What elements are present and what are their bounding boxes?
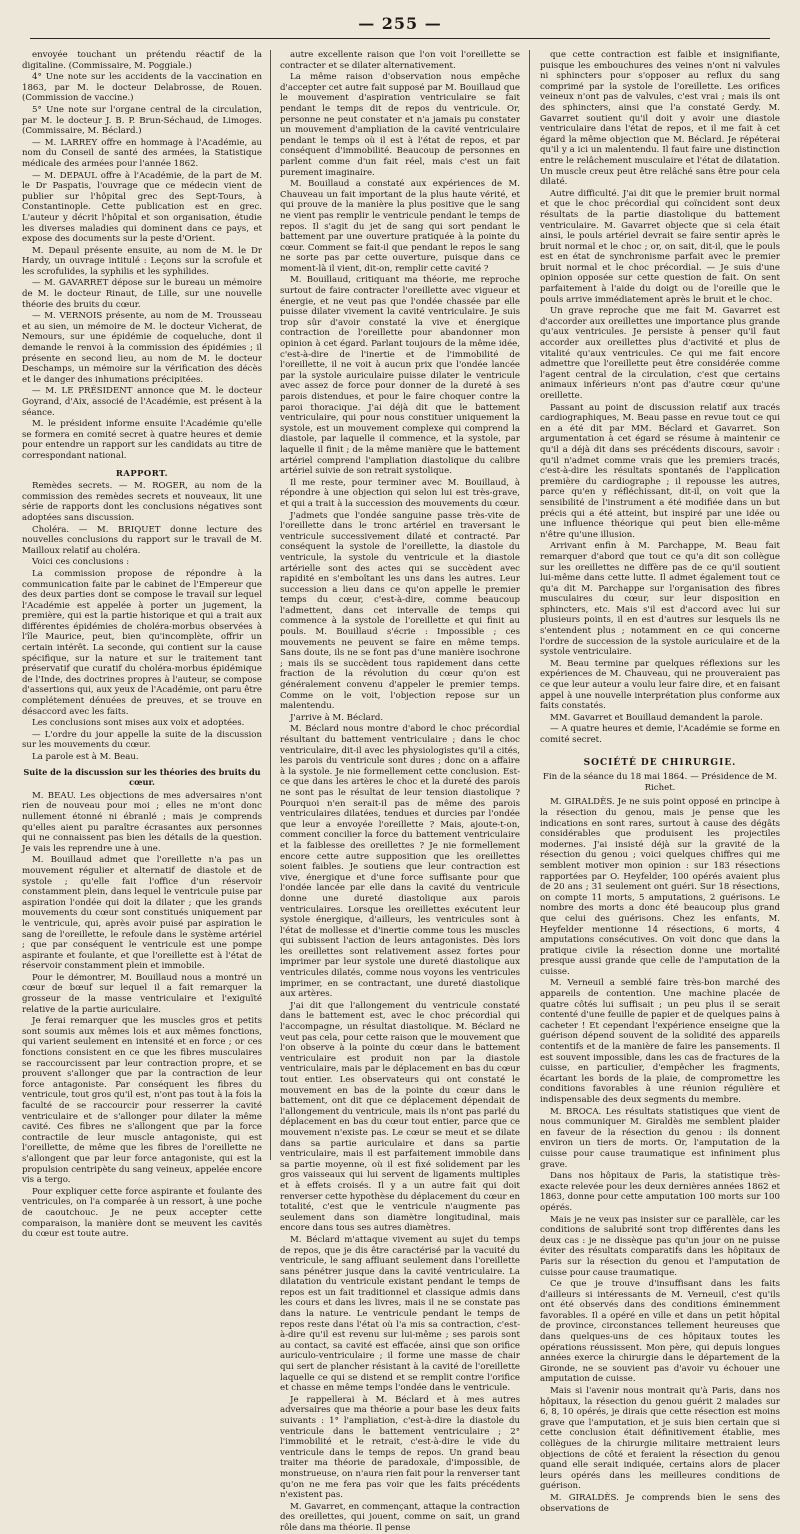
paragraph: M. GIRALDÈS. Je ne suis point opposé en principe à la résection du genou, mais je pense que les indications en sont rares, surtout à cause des dégâts considérables que produisent les projectiles modernes. J'ai insisté déjà sur la gravité de la résection du genou ; voici quelques chiffres qui me semblent motiver mon opinion : sur 183 résections rapportées par O. Heyfelder, 100 opérés avaient plus de 20 ans ; 31 seulement ont guéri. Sur 18 résections, on compte 11 morts, 5 amputations, 2 guérisons. Le nombre des morts a donc été beaucoup plus grand que celui des guérisons. Chez les enfants, M. Heyfelder mentionne 14 résections, 6 morts, 4 amputations consécutives. On voit donc que dans la pratique civile la résection donne une mortalité presque aussi grande que celle de l'amputation de la cuisse. [540,797,780,977]
paragraph: M. BROCA. Les résultats statistiques que vient de nous communiquer M. Giraldès me semblent plaider en faveur de la résection du genou : ils donnent environ un tiers de morts. Or, l'amputation de la cuisse pour cause traumatique est infiniment plus grave. [540,1106,780,1170]
paragraph: autre excellente raison que l'on voit l'oreillette se contracter et se dilater alternativement. [280,50,520,71]
paragraph: M. Beau termine par quelques réflexions sur les expériences de M. Chauveau, qui ne prouveraient pas ce que leur auteur a voulu leur faire dire, et en faisant appel à une nouvelle interprétation plus conforme aux faits constatés. [540,658,780,712]
paragraph: — A quatre heures et demie, l'Académie se forme en comité secret. [540,724,780,745]
page-header [30,14,770,39]
paragraph: La commission propose de répondre à la communication faite par le cabinet de l'Empereur que des deux parties dont se compose le travail sur lequel l'Académie est appelée à porter un jugement, la première, qui est la partie historique et qui a trait aux différentes épidémies de choléra-morbus observées à l'île Maurice, peut, bien qu'incomplète, offrir un certain intérêt. La seconde, qui contient sur la cause spécifique, sur la nature et sur le traitement tant préservatif que curatif du choléra-morbus épidémique de l'Inde, des doctrines propres à l'auteur, se compose d'assertions qui, aux yeux de l'Académie, ont paru être complétement dénuées de preuves, et se trouve en désaccord avec les faits. [22,568,262,717]
column-divider [529,50,530,1160]
paragraph: — M. VERNOIS présente, au nom de M. Trousseau et au sien, un mémoire de M. le docteur Vicherat, de Nemours, sur une épidémie de coqueluche, dont il demande le renvoi à la commission des épidémies ; il présente en second lieu, au nom de M. le docteur Deschamps, un mémoire sur la vérification des décès et le danger des inhumations précipitées. [22,311,262,385]
paragraph: 4° Une note sur les accidents de la vaccination en 1863, par M. le docteur Delabrosse, de Rouen. (Commission de vaccine.) [22,72,262,104]
paragraph: — M. LE PRÉSIDENT annonce que M. le docteur Goyrand, d'Aix, associé de l'Académie, est présent à la séance. [22,386,262,418]
paragraph: Un grave reproche que me fait M. Gavarret est d'accorder aux oreillettes une importance plus grande qu'aux ventricules. Je persiste à penser qu'il faut accorder aux oreillettes plus d'activité et plus de vitalité qu'aux ventricules. Ce qui me fait encore admettre que l'oreillette peut être considérée comme l'agent central de la circulation, c'est que certains animaux inférieurs n'ont pas d'autre cœur qu'une oreillette. [540,306,780,401]
paragraph: M. le président informe ensuite l'Académie qu'elle se formera en comité secret à quatre heures et demie pour entendre un rapport sur les candidats au titre de correspondant national. [22,419,262,461]
paragraph: M. Gavarret, en commençant, attaque la contraction des oreillettes, qui jouent, comme on sait, un grand rôle dans ma théorie. Il pense [280,1501,520,1533]
society-title: SOCIÉTÉ DE CHIRURGIE. [583,757,737,768]
paragraph: Arrivant enfin à M. Parchappe, M. Beau fait remarquer d'abord que tout ce qu'a dit son collègue sur les oreillettes ne diffère pas de ce qu'il soutient lui-même dans cette lutte. Il admet également tout ce qu'a dit M. Parchappe sur l'organisation des fibres musculaires du cœur, sur leur disposition en sphincters, etc. Mais s'il est d'accord avec lui sur plusieurs points, il en est d'autres sur lesquels ils ne s'entendent plus ; notamment en ce qui concerne l'ordre de succession de la systole auriculaire et de la systole ventriculaire. [540,541,780,658]
paragraph: M. BEAU. Les objections de mes adversaires n'ont rien de nouveau pour moi ; elles ne m'ont donc nullement étonné ni ébranlé ; mais je comprends qu'elles aient pu paraître écrasantes aux personnes qui ne connaissent pas bien les détails de la question. Je vais les reprendre une à une. [22,790,262,854]
paragraph: J'ai dit que l'allongement du ventricule constaté dans le battement est, avec le choc précordial qui l'accompagne, un résultat diastolique. M. Béclard ne veut pas cela, pour cette raison que le mouvement que l'on observe à la pointe du cœur dans le battement ventriculaire est produit non par la diastole ventriculaire, mais par le déplacement en bas du cœur tout entier. Les observateurs qui ont constaté le mouvement en bas de la pointe du cœur dans le battement, ont dit que ce déplacement dépendait de l'allongement du ventricule, mais ils n'ont pas parlé du déplacement en bas du cœur tout entier, parce que ce mouvement n'existe pas. Le cœur se meut et se dilate dans sa partie auriculaire et dans sa partie ventriculaire, mais il est parfaitement immobile dans sa partie moyenne, où il est fixé solidement par les gros vaisseaux qui lui servent de ligaments multiples et à effets croisés. Il y a un autre fait qui doit renverser cette hypothèse du déplacement du cœur en totalité, c'est que le ventricule n'augmente pas seulement dans son diamètre longitudinal, mais encore dans tous ses autres diamètres. [280,1000,520,1234]
column-middle [280,50,520,1533]
paragraph: M. Bouillaud admet que l'oreillette n'a pas un mouvement régulier et alternatif de diastole et de systole ; qu'elle fait l'office d'un réservoir constamment plein, dans lequel le ventricule puise par aspiration l'ondée qui doit la dilater ; que les grands mouvements du cœur sont constitués uniquement par le ventricule, qui, après avoir puisé par aspiration le sang de l'oreillette, le refoule dans le système artériel ; que par conséquent le ventricule est une pompe aspirante et foulante, et que l'oreillette est à l'état de réservoir constamment plein et immobile. [22,855,262,972]
paragraph: — L'ordre du jour appelle la suite de la discussion sur les mouvements du cœur. [22,729,262,751]
paragraph: M. Bouillaud, critiquant ma théorie, me reproche surtout de faire contracter l'oreillette avec vigueur et énergie, et ne veut pas que l'ondée chassée par elle puisse dilater vivement la cavité ventriculaire. Je suis trop sûr d'avoir constaté la vive et énergique contraction de l'oreillette pour abandonner mon opinion à cet égard. Parlant toujours de la même idée, c'est-à-dire de l'inertie et de l'immobilité de l'oreillette, il ne voit à aucun prix que l'ondée lancée par la systole auriculaire puisse dilater le ventricule avec assez de force pour donner de la dureté à ses parois distendues, et pour le faire choquer contre la paroi thoracique. J'ai déjà dit que le battement ventriculaire, qui pour nous constituer uniquement la systole, est un mouvement complexe qui comprend la diastole, par laquelle il commence, et la systole, par laquelle il finit ; de la même manière que le battement artériel comprend l'ampliation diastolique du calibre artériel suivie de son retrait systolique. [280,275,520,477]
paragraph: Je rappellerai à M. Béclard et à mes autres adversaires que ma théorie a pour base les deux faits suivants : 1° l'ampliation, c'est-à-dire la diastole du ventricule dans le battement ventriculaire ; 2° l'immobilité et le retrait, c'est-à-dire le vide du ventricule dans le temps de repos. Un grand beau traiter ma théorie de paradoxale, d'impossible, de monstrueuse, on n'aura rien fait pour la renverser tant qu'on ne me fera pas voir que les faits précédents n'existent pas. [280,1394,520,1501]
rapport-heading: RAPPORT. [115,467,169,478]
discussion-heading: Suite de la discussion sur les théories des bruits du cœur. [23,766,261,788]
paragraph: Choléra. — M. BRIQUET donne lecture des nouvelles conclusions du rapport sur le travail de M. Mailloux relatif au choléra. [22,524,262,556]
paragraph: Je ferai remarquer que les muscles gros et petits sont soumis aux mêmes lois et aux mêmes fonctions, qui varient seulement en intensité et en force ; or ces fonctions consistent en ce que les fibres musculaires se raccourcissent par leur contraction propre, et se prouvent s'allonger que par la contraction de leur force antagoniste. Par conséquent les fibres du ventricule, tout gros qu'il est, n'ont pas tout à la fois la faculté de se raccourcir pour resserrer la cavité ventriculaire et de s'allonger pour dilater la même cavité. Ces fibres ne s'allongent que par la force contractile de leur muscle antagoniste, qui est l'oreillette, de même que les fibres de l'oreillette ne s'allongent que par leur force antagoniste, qui est la propulsion centripète du sang veineux, appelée encore vis a tergo. [22,1016,262,1186]
paragraph: Remèdes secrets. — M. ROGER, au nom de la commission des remèdes secrets et nouveaux, lit une série de rapports dont les conclusions négatives sont adoptées sans discussion. [22,481,262,523]
paragraph: M. GIRALDÈS. Je comprends bien le sens des observations de [540,1492,780,1514]
paragraph: — M. GAVARRET dépose sur le bureau un mémoire de M. le docteur Rinaut, de Lille, sur une nouvelle théorie des bruits du cœur. [22,278,262,310]
paragraph: J'admets que l'ondée sanguine passe très-vite de l'oreillette dans le tronc artériel en traversant le ventricule successivement dilaté et contracté. Par conséquent la systole de l'oreillette, la diastole du ventricule, la systole du ventricule et la diastole artérielle sont des actes qui se succèdent avec rapidité en s'emboîtant les uns dans les autres. Leur succession a lieu dans ce qu'on appelle le premier temps du cœur, c'est-à-dire, comme beaucoup l'admettent, dans cet intervalle de temps qui commence à la systole de l'oreillette et qui finit au pouls. M. Bouillaud s'écrie : Impossible ; ces mouvements ne peuvent se faire en même temps. Sans doute, ils ne se font pas d'une manière isochrone ; mais ils se succèdent tous rapidement dans cette fraction de la révolution du cœur qu'on est généralement convenu d'appeler le premier temps. Comme on le voit, l'objection repose sur un malentendu. [280,510,520,712]
paragraph: Mais je ne veux pas insister sur ce parallèle, car les conditions de salubrité sont trop différentes dans les deux cas : je ne dissèque pas qu'un jour on ne puisse éviter des résultats comparatifs dans les hôpitaux de Paris sur la résection du genou et l'amputation de cuisse pour cause traumatique. [540,1214,780,1278]
column-left [22,50,262,1240]
paragraph: envoyée touchant un prétendu réactif de la digitaline. (Commissaire, M. Poggiale.) [22,50,262,71]
paragraph: J'arrive à M. Béclard. [290,712,384,723]
paragraph: La même raison d'observation nous empêche d'accepter cet autre fait supposé par M. Bouillaud que le mouvement d'aspiration ventriculaire se fait pendant le temps dit de repos du ventricule. Or, personne ne peut constater et n'a jamais pu constater un mouvement d'ampliation de la cavité ventriculaire pendant le temps où il est à l'état de repos, et par conséquent d'immobilité. Beaucoup de personnes en parlent comme d'un fait réel, mais c'est un fait purement imaginaire. [280,72,520,178]
paragraph: M. Béclard nous montre d'abord le choc précordial résultant du battement ventriculaire ; dans le choc ventriculaire, dit-il avec les physiologistes qu'il a cités, les parois du ventricule sont dures ; donc on a affaire à la systole. Je nie formellement cette conclusion. Est-ce que dans les artères le choc et la dureté des parois ne sont pas le résultat de leur tension diastolique ? Pourquoi n'en serait-il pas de même des parois ventriculaires dilatées, tendues et durcies par l'ondée que leur a envoyée l'oreillette ? Mais, ajoute-t-on, comment concilier la force du battement ventriculaire et la faiblesse des oreillettes ? Je nie formellement encore cette autre supposition que les oreillettes soient faibles. Je soutiens que leur contraction est vive, énergique et d'une force suffisante pour que l'ondée lancée par elle dans la cavité du ventricule donne une dureté diastolique aux parois ventriculaires. Lorsque les oreillettes exécutent leur systole énergique, d'ailleurs, les ventricules sont à l'état de mollesse et d'inertie comme tous les muscles qui subissent l'action de leurs antagonistes. Dès lors les oreillettes sont relativement assez fortes pour imprimer par leur systole une dureté diastolique aux ventricules dilatés, comme nous voyons les ventricules imprimer, en se contractant, une dureté diastolique aux artères. [280,724,520,1000]
paragraph: Passant au point de discussion relatif aux tracés cardiographiques, M. Beau passe en revue tout ce qui en a été dit par MM. Béclard et Gavarret. Son argumentation à cet égard se résume à maintenir ce qu'il a déjà dit dans ses précédents discours, savoir : qu'il n'admet comme vrais que les premiers tracés, c'est-à-dire les résultats spontanés de l'application première du cardiographe ; il repousse les autres, parce qu'en y réfléchissant, dit-il, on voit que la sensibilité de l'instrument a été modifiée dans un but précis qui a été atteint, but inspiré par une idée ou une influence théorique qui peut bien elle-même n'être qu'une illusion. [540,402,780,540]
society-subtitle: Fin de la séance du 18 mai 1864. — Présidence de M. Richet. [542,772,778,793]
paragraph: Ce que je trouve d'insuffisant dans les faits d'ailleurs si intéressants de M. Verneuil, c'est qu'ils ont été observés dans des conditions éminemment favorables. Il a opéré en ville et dans un petit hôpital de province, circonstances tellement heureuses que dans quelques-uns de ces hôpitaux toutes les opérations réussissent. Mon père, qui depuis longues années exerce la chirurgie dans le département de la Gironde, ne se souvient pas d'avoir vu échouer une amputation de cuisse. [540,1279,780,1385]
paragraph: — M. DEPAUL offre à l'Académie, de la part de M. le Dr Paspatis, l'ouvrage que ce médecin vient de publier sur l'hôpital grec des Sept-Tours, à Constantinople. Cette publication est en grec. L'auteur y décrit l'hôpital et son organisation, étudie les diverses maladies qui dominent dans ce pays, et expose des documents sur la peste d'Orient. [22,170,262,245]
column-right [540,50,780,1514]
column-divider [270,50,271,1160]
paragraph: Voici ces conclusions : [32,557,130,568]
paragraph: M. Bouillaud a constaté aux expériences de M. Chauveau un fait important de la plus haute vérité, et qui prouve de la manière la plus positive que le sang ne vient pas remplir le ventricule pendant le temps de repos. Il s'agit du jet de sang qui sort pendant le battement par une ouverture pratiquée à la pointe du cœur. Comment se fait-il que pendant le repos le sang ne sorte pas par cette ouverture, puisque dans ce moment-là il vient, dit-on, remplir cette cavité ? [280,179,520,274]
paragraph: Les conclusions sont mises aux voix et adoptées. [32,718,245,729]
paragraph: MM. Gavarret et Bouillaud demandent la parole. [550,712,763,723]
paragraph: Pour expliquer cette force aspirante et foulante des ventricules, on l'a comparée à un ressort, à une poche de caoutchouc. Je ne peux accepter cette comparaison, la manière dont se meuvent les cavités du cœur est toute autre. [22,1186,262,1240]
paragraph: que cette contraction est faible et insignifiante, puisque les embouchures des veines n'ont ni valvules ni sphincters pour s'opposer au reflux du sang comprimé par la systole de l'oreillette. Les orifices veineux n'ont pas de valvules, c'est vrai ; mais ils ont des sphincters, ainsi que l'a constaté Gerdy. M. Gavarret soutient qu'il doit y avoir une diastole ventriculaire dans l'état de repos, et il me fait à cet égard la même objection que M. Béclard. Je répéterai qu'il y a ici un malentendu. Il faut faire une distinction entre le relâchement musculaire et l'état de dilatation. Un muscle creux peut être relâché sans être pour cela dilaté. [540,50,780,188]
paragraph: M. Verneuil a semblé faire très-bon marché des appareils de contention. Une machine placée de quatre côtés lui suffisait ; un peu plus il se serait contenté d'une feuille de papier et de quelques pains à cacheter ! Et cependant l'expérience enseigne que la guérison dépend souvent de la solidité des appareils contentifs et de la manière de faire les pansements. Il est souvent impossible, dans les cas de fractures de la cuisse, en particulier, d'empêcher les fragments, écartant les bords de la plaie, de compromettre les conditions favorables à une réunion régulière et indispensable des deux segments du membre. [540,978,780,1105]
paragraph: 5° Une note sur l'organe central de la circulation, par M. le docteur J. B. P. Brun-Séchaud, de Limoges. (Commissaire, M. Béclard.) [22,104,262,137]
paragraph: Pour le démontrer, M. Bouillaud nous a montré un cœur de bœuf sur lequel il a fait remarquer la grosseur de la masse ventriculaire et l'exiguïté relative de la partie auriculaire. [22,972,262,1015]
page-number: — 255 — [358,14,442,33]
paragraph: Dans nos hôpitaux de Paris, la statistique très-exacte relevée pour les deux dernières années 1862 et 1863, donne pour cette amputation 100 morts sur 100 opérés. [540,1171,780,1213]
paragraph: Il me reste, pour terminer avec M. Bouillaud, à répondre à une objection qui selon lui est très-grave, et qui a trait à la succession des mouvements du cœur. [280,477,520,509]
paragraph: Autre difficulté. J'ai dit que le premier bruit normal et que le choc précordial qui coïncident sont deux résultats de la partie diastolique du battement ventriculaire. M. Gavarret objecte que si cela était ainsi, le pouls artériel devrait se faire sentir après le bruit normal et le choc ; or, on sait, dit-il, que le pouls est en état de synchronisme parfait avec le premier bruit normal et le choc précordial. — Je suis d'une opinion opposée sur cette question de fait. On sent parfaitement à l'aide du doigt ou de l'oreille que le pouls arrive immédiatement après le bruit et le choc. [540,188,780,305]
paragraph: M. Béclard m'attaque vivement au sujet du temps de repos, que je dis être caractérisé par la vacuité du ventricule, le sang affluant seulement dans l'oreillette sans pénétrer jusque dans la cavité ventriculaire. La dilatation du ventricule existant pendant le temps de repos est un fait traditionnel et classique admis dans les cours et dans les livres, mais il ne se constate pas dans la nature. Le ventricule pendant le temps de repos reste dans l'état où l'a mis sa contraction, c'est-à-dire qu'il est revenu sur lui-même ; ses parois sont au contact, sa cavité est effacée, ainsi que son orifice auriculo-ventriculaire ; il forme une masse de chair qui sert de plancher résistant à la cavité de l'oreillette laquelle ce qui se distend et se remplit contre l'orifice et chasse en même temps l'ondée dans le ventricule. [280,1234,520,1394]
paragraph: La parole est à M. Beau. [32,752,139,762]
paragraph: Mais si l'avenir nous montrait qu'à Paris, dans nos hôpitaux, la résection du genou guérit 2 malades sur 6, 8, 10 opérés, je dirais que cette résection est moins grave que l'amputation, et je suis bien certain que si cette conclusion était définitivement établie, mes collègues de la chirurgie militaire mettraient leurs objections de côté et feraient la résection du genou quand elle serait indiquée, certains alors de placer leurs opérés dans les meilleures conditions de guérison. [540,1386,780,1492]
paragraph: — M. LARREY offre en hommage à l'Académie, au nom du Conseil de santé des armées, la Statistique médicale des armées pour l'année 1862. [22,137,262,169]
paragraph: M. Depaul présente ensuite, au nom de M. le Dr Hardy, un ouvrage intitulé : Leçons sur la scrofule et les scrofulides, la syphilis et les syphilides. [22,245,262,277]
